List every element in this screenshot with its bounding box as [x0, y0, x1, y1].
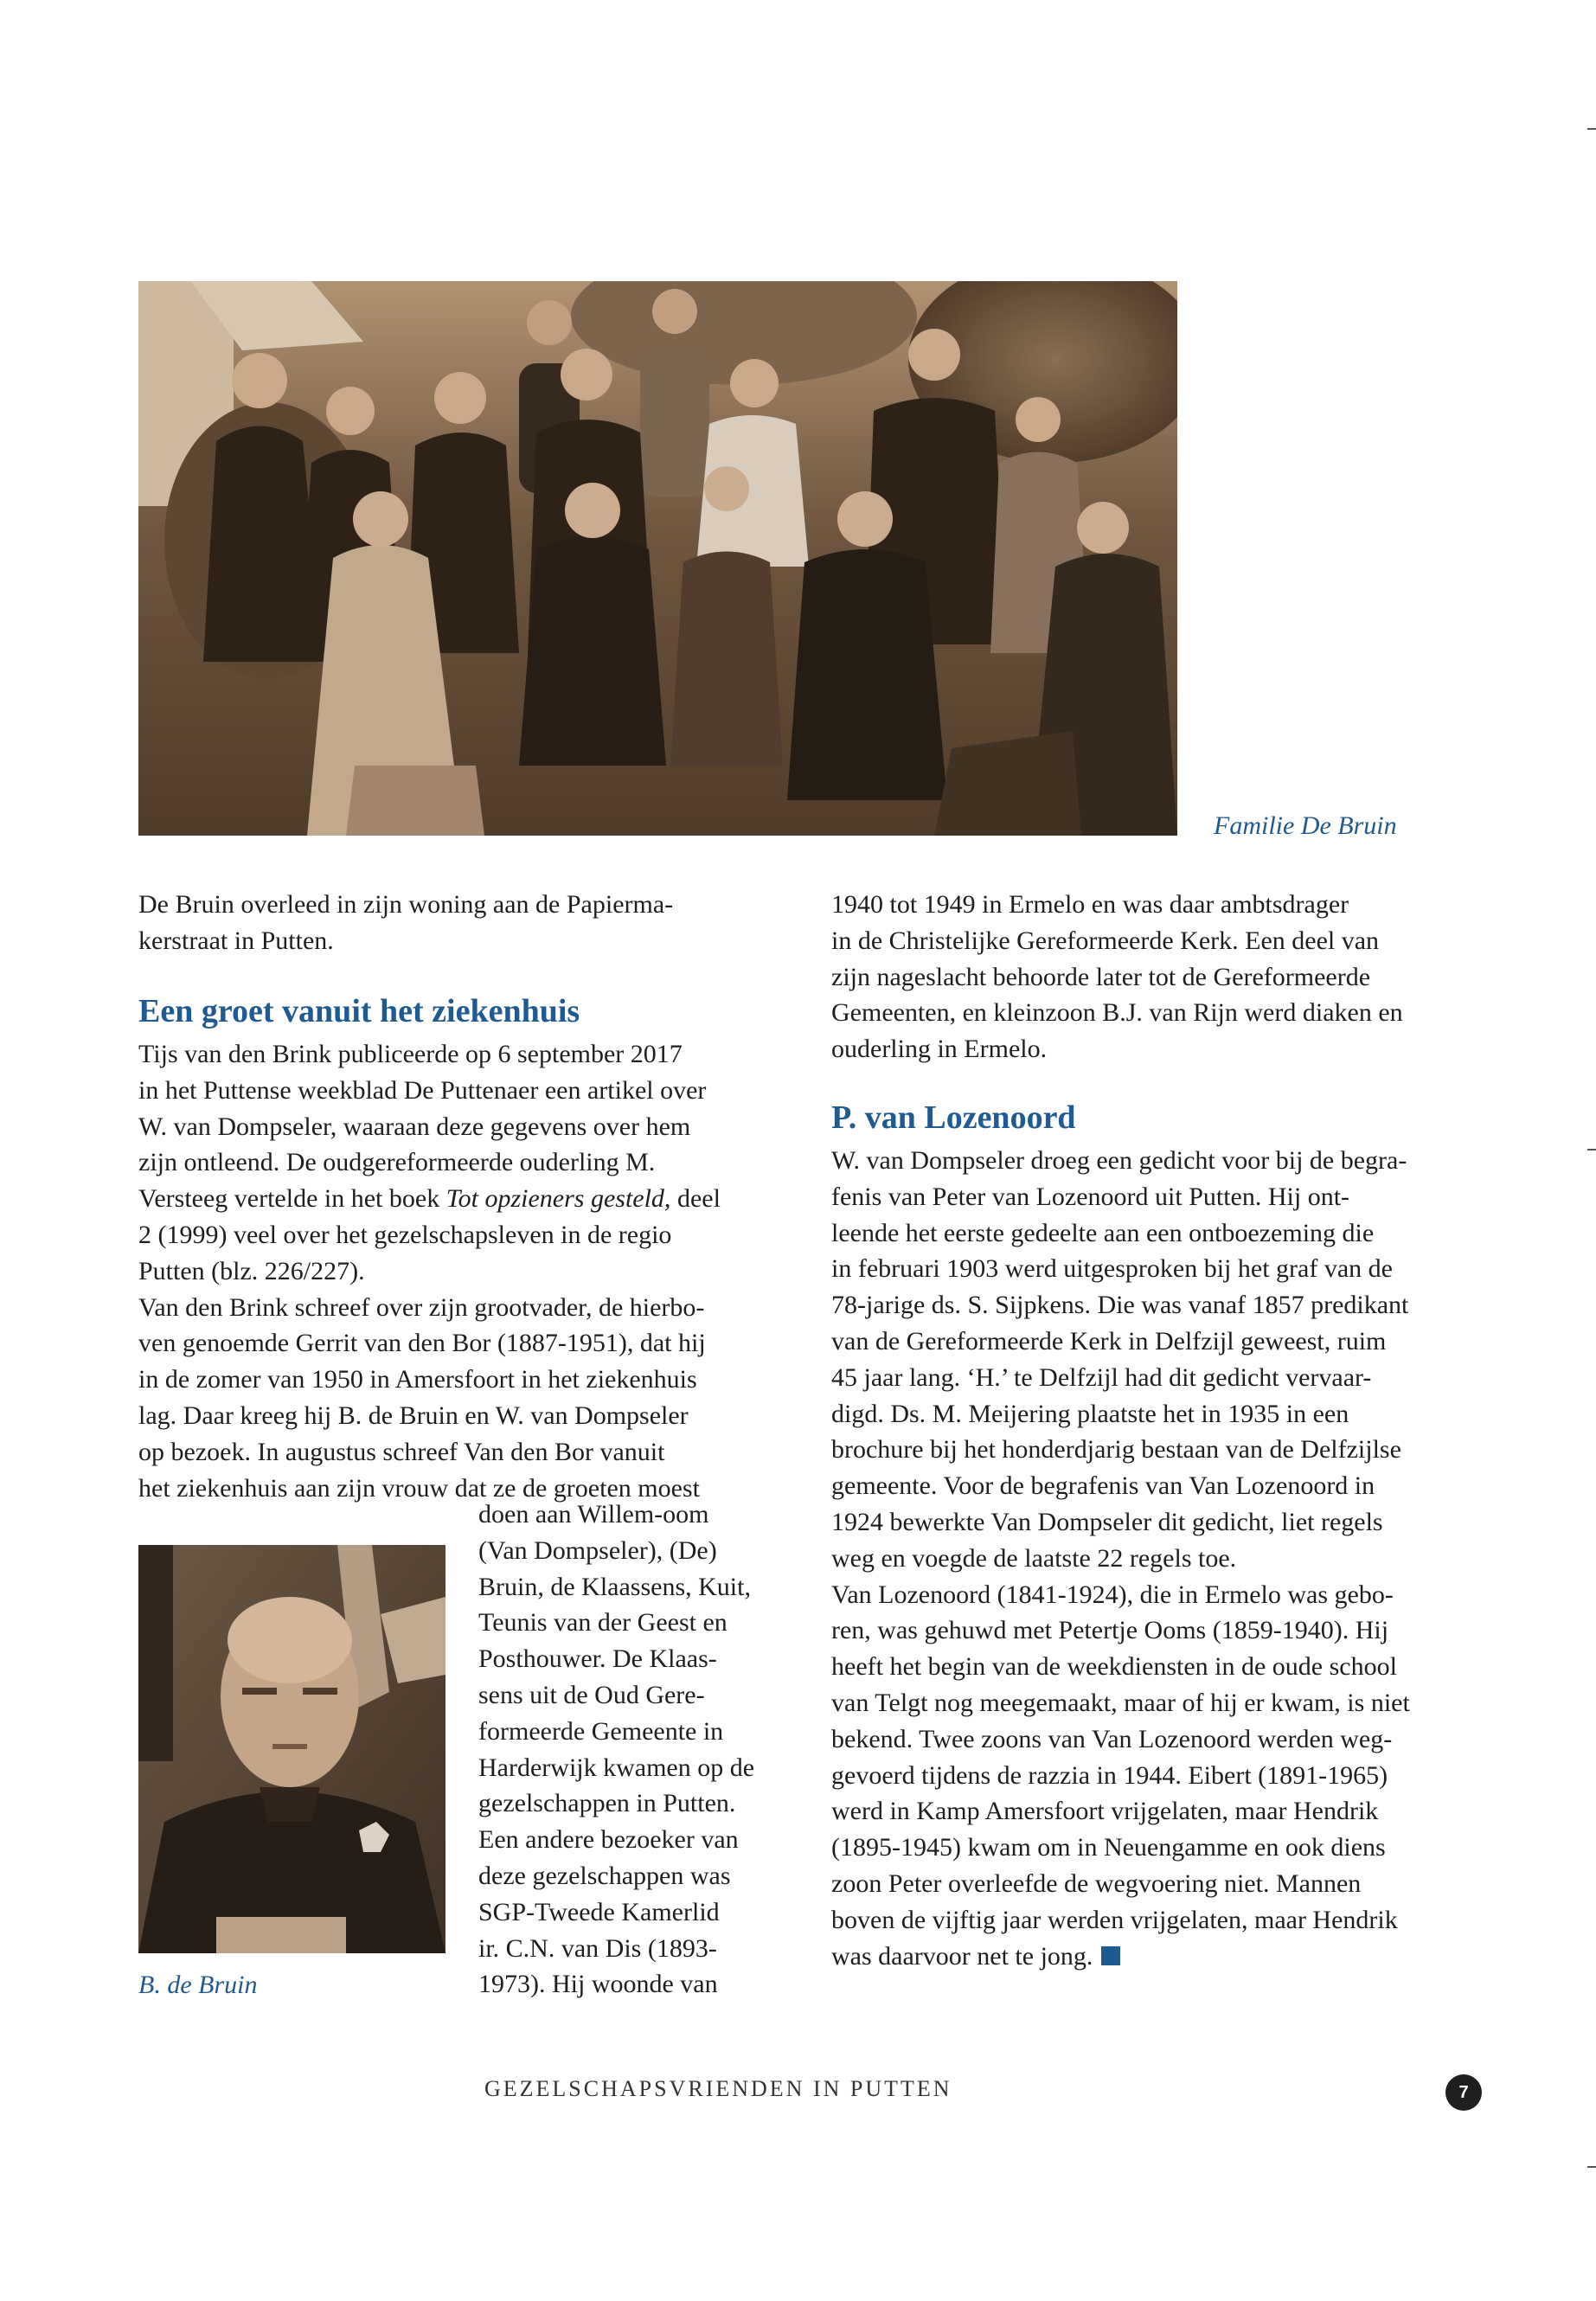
text-line: ven genoemde Gerrit van den Bor (1887-1951), dat hij — [138, 1329, 706, 1358]
crop-mark — [1587, 128, 1596, 130]
text-line: Bruin, de Klaassens, Kuit, — [478, 1572, 751, 1601]
text-line: op bezoek. In augustus schreef Van den Bor vanuit — [138, 1437, 665, 1466]
text-line: 45 jaar lang. ‘H.’ te Delfzijl had dit gedicht vervaar- — [831, 1362, 1372, 1392]
text-line: kerstraat in Putten. — [138, 926, 334, 955]
section-heading: Een groet vanuit het ziekenhuis — [138, 993, 580, 1029]
text-line: Harderwijk kwamen op de — [478, 1753, 755, 1782]
text-line: sens uit de Oud Gere- — [478, 1680, 705, 1709]
text-span: Versteeg vertelde in het boek — [138, 1184, 446, 1214]
crop-mark — [1587, 2166, 1596, 2168]
text-line: gemeente. Voor de begrafenis van Van Lozenoord in — [831, 1471, 1375, 1501]
text-span: deel — [670, 1184, 721, 1214]
family-photo — [138, 281, 1177, 836]
right-column — [831, 887, 1403, 1067]
text-line: het ziekenhuis aan zijn vrouw dat ze de groeten moest — [138, 1473, 700, 1503]
text-line: in de zomer van 1950 in Amersfoort in het ziekenhuis — [138, 1365, 697, 1394]
text-line: bekend. Twee zoons van Van Lozenoord werden weg- — [831, 1724, 1393, 1753]
text-line: De Bruin overleed in zijn woning aan de Papierma- — [138, 890, 674, 919]
text-line: (1895-1945) kwam om in Neuengamme en ook diens — [831, 1833, 1386, 1862]
left-column — [138, 887, 673, 959]
text-line: ouderling in Ermelo. — [831, 1035, 1048, 1064]
left-column-narrow — [478, 1497, 754, 2003]
text-line: Putten (blz. 226/227). — [138, 1256, 365, 1285]
text-line: digd. Ds. M. Meijering plaatste het in 1935 in een — [831, 1399, 1349, 1428]
section-heading: P. van Lozenoord — [831, 1099, 1076, 1136]
text-line: doen aan Willem-oom — [478, 1500, 709, 1529]
text-line: leende het eerste gedeelte aan een ontboezeming die — [831, 1218, 1375, 1247]
text-line: formeerde Gemeente in — [478, 1716, 724, 1746]
text-line: in de Christelijke Gereformeerde Kerk. Een deel van — [831, 926, 1380, 955]
text-line: gevoerd tijdens de razzia in 1944. Eibert (1891-1965) — [831, 1760, 1388, 1790]
portrait-photo-caption: B. de Bruin — [138, 1971, 258, 1999]
text-line: 1973). Hij woonde van — [478, 1970, 718, 1999]
book-title: Tot opzieners gesteld, — [445, 1184, 671, 1214]
text-line: Tijs van den Brink publiceerde op 6 september 2017 — [138, 1040, 683, 1068]
family-photo-caption: Familie De Bruin — [1214, 811, 1397, 840]
text-line: 1924 bewerkte Van Dompseler dit gedicht, liet regels — [831, 1507, 1383, 1536]
text-line: in het Puttense weekblad De Puttenaer een artikel over — [138, 1075, 707, 1105]
running-footer-title: GEZELSCHAPSVRIENDEN IN PUTTEN — [484, 2076, 952, 2101]
text-line: Posthouwer. De Klaas- — [478, 1644, 717, 1674]
text-line: Teunis van der Geest en — [478, 1608, 727, 1638]
text-line: W. van Dompseler droeg een gedicht voor bij de begra- — [831, 1146, 1407, 1175]
text-span: was daarvoor net te jong. — [831, 1941, 1093, 1971]
text-line: ir. C.N. van Dis (1893- — [478, 1933, 717, 1963]
left-column-section — [138, 986, 721, 1506]
text-line: (Van Dompseler), (De) — [478, 1535, 717, 1565]
text-line: lag. Daar kreeg hij B. de Bruin en W. van Dompseler — [138, 1400, 689, 1430]
text-line: ren, was gehuwd met Petertje Ooms (1859-1940). Hij — [831, 1616, 1389, 1645]
text-line: van de Gereformeerde Kerk in Delfzijl geweest, ruim — [831, 1326, 1387, 1356]
page-number: 7 — [1445, 2074, 1482, 2111]
text-line — [138, 1181, 721, 1217]
crop-mark — [1587, 1149, 1596, 1150]
text-line: deze gezelschappen was — [478, 1861, 731, 1890]
text-line: W. van Dompseler, waaraan deze gegevens over hem — [138, 1112, 691, 1141]
text-line — [831, 1939, 1410, 1975]
portrait-photo-drawing — [138, 1545, 445, 1953]
text-line: 78-jarige ds. S. Sijpkens. Die was vanaf 1857 predikant — [831, 1291, 1409, 1320]
text-line: zoon Peter overleefde de wegvoering niet. Mannen — [831, 1868, 1362, 1898]
text-line: weg en voegde de laatste 22 regels toe. — [831, 1543, 1237, 1573]
text-line: 2 (1999) veel over het gezelschapsleven in de regio — [138, 1220, 672, 1249]
text-line: fenis van Peter van Lozenoord uit Putten. Hij ont- — [831, 1182, 1350, 1211]
text-line: Van Lozenoord (1841-1924), die in Ermelo was gebo- — [831, 1580, 1394, 1609]
text-line: gezelschappen in Putten. — [478, 1789, 736, 1818]
text-line: in februari 1903 werd uitgesproken bij het graf van de — [831, 1254, 1393, 1284]
family-photo-drawing — [138, 281, 1177, 836]
text-line: brochure bij het honderdjarig bestaan van de Delfzijlse — [831, 1435, 1401, 1465]
text-line: 1940 tot 1949 in Ermelo en was daar ambtsdrager — [831, 890, 1349, 919]
text-line: heeft het begin van de weekdiensten in de oude school — [831, 1652, 1397, 1682]
right-column-section — [831, 1093, 1410, 1974]
text-line: SGP-Tweede Kamerlid — [478, 1897, 720, 1926]
text-line: Een andere bezoeker van — [478, 1825, 739, 1855]
text-line: boven de vijftig jaar werden vrijgelaten, maar Hendrik — [831, 1905, 1398, 1934]
text-line: Gemeenten, en kleinzoon B.J. van Rijn werd diaken en — [831, 998, 1403, 1028]
text-line: Van den Brink schreef over zijn grootvader, de hierbo- — [138, 1292, 705, 1322]
text-line: van Telgt nog meegemaakt, maar of hij er kwam, is niet — [831, 1688, 1410, 1717]
text-line: zijn nageslacht behoorde later tot de Gereformeerde — [831, 962, 1371, 991]
text-line: zijn ontleend. De oudgereformeerde ouderling M. — [138, 1148, 656, 1177]
end-of-article-square-icon — [1101, 1946, 1120, 1965]
text-line: werd in Kamp Amersfoort vrijgelaten, maar Hendrik — [831, 1797, 1379, 1826]
portrait-photo — [138, 1545, 445, 1953]
